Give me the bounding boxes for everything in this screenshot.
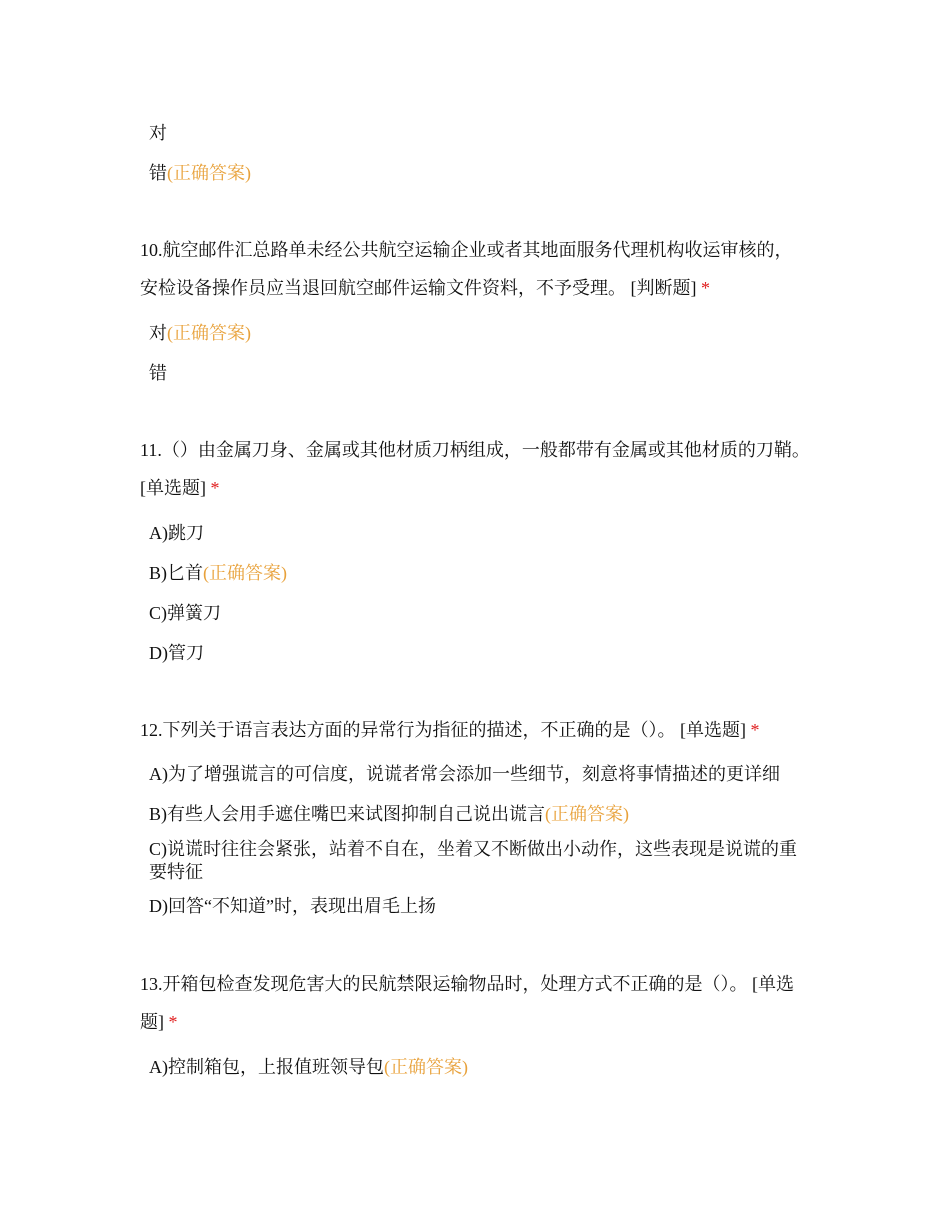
- required-mark: *: [750, 720, 760, 740]
- option-label: C)说谎时往往会紧张，站着不自在，坐着又不断做出小动作，这些表现是说谎的重要特征: [149, 839, 797, 882]
- option-12-d[interactable]: [149, 894, 809, 918]
- option-11-a[interactable]: [149, 521, 809, 545]
- option-12-b[interactable]: [149, 802, 809, 826]
- correct-answer-mark: (正确答案): [167, 323, 251, 343]
- correct-answer-mark: (正确答案): [545, 804, 629, 824]
- option-label: D)管刀: [149, 643, 204, 663]
- required-mark: *: [701, 278, 710, 298]
- question-11-text: [140, 431, 810, 507]
- option-11-d[interactable]: [149, 641, 809, 665]
- option-9-false[interactable]: [149, 161, 809, 185]
- option-11-b[interactable]: [149, 561, 809, 585]
- option-label: A)为了增强谎言的可信度，说谎者常会添加一些细节，刻意将事情描述的更详细: [149, 764, 780, 784]
- question-body: 开箱包检查发现危害大的民航禁限运输物品时，处理方式不正确的是（）。: [162, 974, 748, 994]
- option-label: 对: [149, 323, 167, 343]
- question-10-text: [140, 231, 810, 307]
- question-type: [单选题]: [140, 974, 794, 1032]
- correct-answer-mark: (正确答案): [203, 563, 287, 583]
- option-13-a[interactable]: [149, 1055, 809, 1079]
- question-number: 10.: [140, 240, 163, 260]
- question-12-text: [140, 711, 810, 749]
- question-number: 11.: [140, 440, 162, 460]
- correct-answer-mark: (正确答案): [384, 1057, 468, 1077]
- option-12-c[interactable]: [149, 838, 809, 884]
- question-body: （）由金属刀身、金属或其他材质刀柄组成，一般都带有金属或其他材质的刀鞘。: [161, 440, 810, 460]
- option-9-true[interactable]: [149, 121, 809, 145]
- question-body: 航空邮件汇总路单未经公共航空运输企业或者其地面服务代理机构收运审核的，安检设备操作员应当退回航空邮件运输文件资料，不予受理。: [140, 240, 793, 298]
- question-type: [单选题]: [680, 720, 746, 740]
- question-number: 13.: [140, 974, 163, 994]
- option-label: 对: [149, 123, 167, 143]
- question-body: 下列关于语言表达方面的异常行为指征的描述，不正确的是（）。: [162, 720, 676, 740]
- question-number: 12.: [140, 720, 163, 740]
- question-type: [单选题]: [140, 478, 206, 498]
- required-mark: *: [210, 478, 220, 498]
- option-label: 错: [149, 363, 167, 383]
- question-type: [判断题]: [630, 278, 697, 298]
- option-10-true[interactable]: [149, 321, 809, 345]
- required-mark: *: [168, 1012, 178, 1032]
- option-label: D)回答“不知道”时，表现出眉毛上扬: [149, 896, 436, 916]
- option-11-c[interactable]: [149, 601, 809, 625]
- option-10-false[interactable]: [149, 361, 809, 385]
- option-label: A)跳刀: [149, 523, 204, 543]
- option-12-a[interactable]: [149, 762, 809, 786]
- option-label: 错: [149, 163, 167, 183]
- option-label: C)弹簧刀: [149, 603, 221, 623]
- option-label: B)匕首: [149, 563, 203, 583]
- option-label: B)有些人会用手遮住嘴巴来试图抑制自己说出谎言: [149, 804, 545, 824]
- question-13-text: [140, 965, 810, 1041]
- option-label: A)控制箱包，上报值班领导包: [149, 1057, 384, 1077]
- correct-answer-mark: (正确答案): [167, 163, 251, 183]
